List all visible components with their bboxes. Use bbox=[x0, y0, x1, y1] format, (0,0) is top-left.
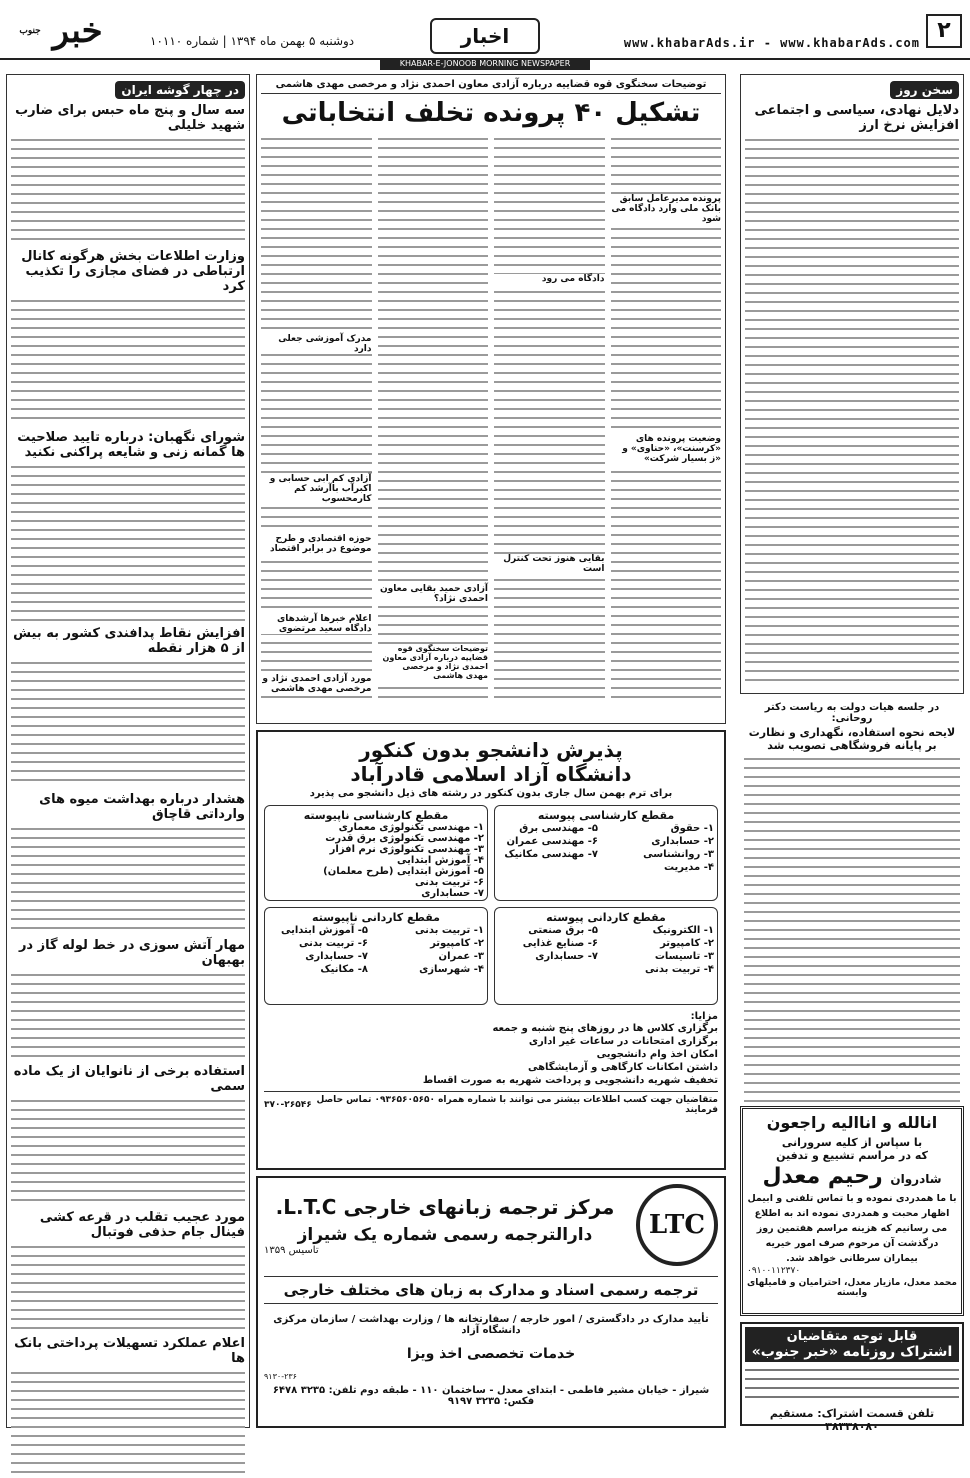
program-item: ۲- کامپیوتر bbox=[660, 938, 714, 949]
condolence-line1: با سپاس از کلیه سرورانی bbox=[781, 1136, 923, 1149]
program-item: ۱- حقوق bbox=[670, 823, 714, 834]
program-item: ۶- صنایع غذایی bbox=[522, 938, 598, 949]
right-column bbox=[740, 74, 964, 694]
subscription-body bbox=[745, 1365, 959, 1405]
section-title: اخبار bbox=[430, 18, 540, 54]
program-box-title: مقطع کارشناسی ناپیوسته bbox=[303, 809, 449, 822]
program-item: ۲- مهندسی تکنولوژی برق قدرت bbox=[325, 833, 484, 844]
program-box bbox=[264, 907, 488, 1005]
website-url[interactable]: www.khabarAds.ir - www.khabarAds.com bbox=[623, 36, 920, 50]
news-body bbox=[11, 970, 245, 1060]
logo-small-text: جنوب bbox=[19, 26, 41, 36]
program-item: ۳- عمران bbox=[438, 951, 484, 962]
feature-column-4 bbox=[261, 134, 372, 704]
condolence-title: انالله و انااليه راجعون bbox=[766, 1113, 938, 1132]
inline-headline: مورد آزادی احمدی نژاد و مرخصی مهدی هاشمی bbox=[262, 674, 372, 694]
column-header: سخن روز bbox=[890, 81, 959, 99]
feature-column-1 bbox=[611, 134, 722, 704]
program-box-title: مقطع کاردانی پیوسته bbox=[546, 911, 666, 924]
news-body bbox=[11, 1096, 245, 1206]
subscription-title-bar bbox=[745, 1327, 959, 1362]
subscription-ad bbox=[740, 1322, 964, 1433]
news-headline: شورای نگهبان: درباره تایید صلاحیت ها گمانه زنی و شایعه پراکنی نکنید bbox=[17, 430, 245, 460]
program-item: ۱- تربیت بدنی bbox=[414, 925, 484, 936]
ltc-subtitle: دارالترجمه رسمی شماره یک شیراز bbox=[297, 1224, 593, 1245]
program-item: ۶- مهندسی عمران bbox=[506, 836, 598, 847]
contact-phone[interactable]: ۳۷۰-۲۶۵۴۶ bbox=[264, 1100, 312, 1110]
program-item: ۲- کامپیوتر bbox=[430, 938, 484, 949]
ltc-title: مرکز ترجمه زبانهای خارجی L.T.C. bbox=[275, 1194, 615, 1219]
program-list bbox=[498, 822, 714, 874]
gov-article bbox=[740, 700, 964, 1100]
gov-article-body bbox=[744, 754, 960, 1106]
page-number: ۲ bbox=[926, 14, 962, 48]
feature-item: تخفیف شهریه دانشجویی و پرداخت شهریه به صورت اقساط bbox=[422, 1075, 718, 1086]
ltc-logo-text: LTC bbox=[648, 1210, 706, 1240]
inline-headline: پرونده مدیرعامل سابق بانک ملی وارد دادگاه می شود bbox=[611, 194, 721, 224]
ltc-ad bbox=[256, 1176, 726, 1428]
news-headline: سه سال و پنج ماه حبس برای ضارب شهید خلیلی bbox=[15, 103, 245, 133]
program-list bbox=[268, 822, 484, 899]
inline-headline: وضعیت پرونده های «کرسنت»، «حناوی» و «ز بسیار شرکت» bbox=[611, 434, 722, 464]
university-ad-institution: دانشگاه آزاد اسلامی قادرآباد bbox=[350, 762, 632, 786]
program-item: ۳- تاسیسات bbox=[654, 951, 714, 962]
university-ad-subtitle: برای ترم بهمن سال جاری بدون کنکور در رشته های ذیل دانشجو می پذیرد bbox=[309, 788, 673, 799]
news-headline: مهار آتش سوزی در خط لوله گاز در بهبهان bbox=[18, 938, 245, 968]
program-list bbox=[498, 924, 714, 976]
feature-column-3 bbox=[378, 134, 489, 704]
news-body bbox=[11, 296, 245, 426]
feature-article bbox=[256, 74, 726, 724]
condolence-body: با ما همدردی نموده و با تماس تلفنی و ابیمل اظهار محبت و همدردی نموده اند به اطلاع می رسانیم که هزینه مراسم هفتمین روز درگذشت آن مرحوم صرف امور خیریه بیماران سرطانی خواهد شد. bbox=[747, 1193, 957, 1264]
subscription-phone[interactable]: ۳۸۳۳۸۰۸۰ bbox=[825, 1420, 879, 1433]
news-headline: وزارت اطلاعات بخش هرگونه کانال ارتباطی در فضای مجازی را تکذیب کرد bbox=[21, 249, 245, 294]
ltc-endorsements: تأیید مدارک در دادگستری / امور خارجه / سفارتخانه ها / وزارت بهداشت / سازمان مرکزی دانشگاه آزاد bbox=[273, 1314, 709, 1336]
news-body bbox=[11, 658, 245, 788]
masthead bbox=[0, 0, 970, 60]
feature-column-2 bbox=[494, 134, 605, 704]
inline-headline: اعلام خبرها آرشدهای دادگاه سعید مرتضوی bbox=[261, 614, 372, 634]
news-headline: هشدار درباره بهداشت میوه های وارداتی قاچاق bbox=[39, 792, 245, 822]
inline-headline: بقایی هنوز تحت کنترل است bbox=[494, 554, 605, 574]
inline-headline: آزادی حمید بقایی معاون احمدی نژاد؟ bbox=[378, 584, 489, 604]
program-item: ۵- آموزش ابتدایی bbox=[280, 925, 368, 936]
gov-article-kicker: در جلسه هیات دولت به ریاست دکتر روحانی: bbox=[764, 702, 940, 724]
news-body bbox=[11, 824, 245, 934]
program-item: ۴- شهرسازی bbox=[419, 964, 484, 975]
university-ad-title: پذیرش دانشجو بدون کنکور bbox=[359, 738, 623, 762]
university-ad bbox=[256, 730, 726, 1170]
program-item: ۵- مهندسی برق bbox=[519, 823, 598, 834]
inline-headline: حوزه اقتصادی و طرح موضوع در برابر اقتصاد bbox=[261, 534, 372, 554]
program-item: ۴- مدیریت bbox=[663, 862, 714, 873]
ltc-header bbox=[264, 1184, 718, 1266]
condolence-name-value: رحیم معدل bbox=[762, 1164, 883, 1189]
program-item: ۵- آموزش ابتدایی (طرح معلمان) bbox=[323, 866, 484, 877]
news-headline: استفاده برخی از نانوایان از یک ماده سمی bbox=[13, 1064, 245, 1094]
program-box-title: مقطع کارشناسی پیوسته bbox=[537, 809, 675, 822]
gov-article-headline: لایحه نحوه استفاده، نگهداری و نظارت بر پایانه فروشگاهی تصویب شد bbox=[748, 726, 956, 752]
feature-item: امکان اخذ وام دانشجویی bbox=[596, 1049, 718, 1060]
subscription-phone-row bbox=[745, 1407, 959, 1433]
left-column bbox=[6, 74, 250, 1428]
article-body bbox=[745, 135, 959, 683]
ltc-visa: خدمات تخصصی اخذ ویزا bbox=[406, 1346, 576, 1362]
condolence-name-prefix: شادروان bbox=[890, 1172, 942, 1186]
news-body bbox=[11, 1242, 245, 1332]
program-item: ۸- مکانیک bbox=[320, 964, 368, 975]
date-line: دوشنبه ۵ بهمن ماه ۱۳۹۴ | شماره ۱۰۱۱۰ bbox=[150, 34, 355, 48]
feature-headline: تشکیل ۴۰ پرونده تخلف انتخاباتی bbox=[281, 98, 701, 128]
news-headline: مورد عجیب تقلب در قرعه کشی فینال جام حذفی فوتبال bbox=[39, 1210, 245, 1240]
program-item: ۶- تربیت بدنی bbox=[414, 877, 484, 888]
condolence-name bbox=[747, 1164, 957, 1189]
condolence-phone: ۰۹۱۰۰۱۱۲۳۷۰ bbox=[747, 1266, 801, 1276]
subscription-phone-label: تلفن قسمت اشتراک: مستقیم bbox=[769, 1407, 935, 1420]
program-item: ۷- حسابداری bbox=[421, 888, 484, 899]
program-item: ۶- تربیت بدنی bbox=[298, 938, 368, 949]
ltc-service: ترجمه رسمی اسناد و مدارک به زبان های مختلف خارجی bbox=[264, 1276, 718, 1304]
program-item: ۳- مهندسی تکنولوژی نرم افزار bbox=[329, 844, 484, 855]
features-list bbox=[264, 1022, 718, 1087]
program-item: ۷- حسابداری bbox=[305, 951, 368, 962]
program-item: ۱- مهندسی تکنولوژی معماری bbox=[338, 822, 484, 833]
news-body bbox=[11, 135, 245, 245]
subscription-title1: قابل توجه متقاضیان bbox=[786, 1329, 918, 1344]
program-item: ۷- مهندسی مکانیک bbox=[504, 849, 598, 860]
subscription-title2: اشتراک روزنامه «خبر جنوب» bbox=[751, 1344, 953, 1360]
news-body bbox=[11, 1368, 245, 1478]
article-title: دلایل نهادی، سیاسی و اجتماعی افزایش نرخ ارز bbox=[754, 103, 959, 133]
contact-row bbox=[264, 1091, 718, 1115]
program-box bbox=[494, 907, 718, 1005]
condolence-line2: که در مراسم تشییع و تدفین bbox=[776, 1149, 928, 1162]
news-body bbox=[11, 462, 245, 622]
ltc-fax-small: ۹۱۳۰-۲۳۶ bbox=[264, 1372, 297, 1381]
inline-headline: آزادی کم ابی حسابی و اکبرآب باآرشد کم کارمحسوب bbox=[261, 474, 372, 504]
logo-text: خبر bbox=[52, 11, 103, 51]
program-item: ۳- روانشناسی bbox=[643, 849, 714, 860]
program-box bbox=[264, 805, 488, 901]
program-box-title: مقطع کاردانی ناپیوسته bbox=[312, 911, 440, 924]
feature-item: برگزاری کلاس ها در روزهای پنج شنبه و جمعه bbox=[492, 1023, 718, 1034]
ltc-title-block bbox=[264, 1195, 626, 1256]
program-list bbox=[268, 924, 484, 976]
contact-text: متقاضیان جهت کسب اطلاعات بیشتر می توانند با شماره همراه ۰۹۳۶۵۶۰۵۶۵۰ تماس حاصل فرمایند bbox=[316, 1095, 718, 1115]
condolence-ad bbox=[740, 1106, 964, 1316]
program-item: ۲- حسابداری bbox=[651, 836, 714, 847]
program-grid bbox=[264, 805, 718, 1005]
newspaper-subtitle: KHABAR-E-JONOOB MORNING NEWSPAPER bbox=[380, 58, 590, 70]
ltc-established: تاسیس ۱۳۵۹ bbox=[264, 1244, 319, 1256]
news-headline: افزایش نقاط پدافندی کشور به بیش از ۵ هزار نقطه bbox=[13, 626, 245, 656]
program-item: ۴- آموزش ابتدایی bbox=[396, 855, 484, 866]
program-item: ۴- تربیت بدنی bbox=[644, 964, 714, 975]
column-header: در چهار گوشه ایران bbox=[115, 81, 245, 99]
ltc-address: شیراز - خیابان مشیر فاطمی - ابتدای معدل - ساختمان ۱۱۰ - طبقه دوم تلفن: ۳۲۳۵ ۶۴۷۸ فکس: ۳۲۳۵ ۹۱۹۷ bbox=[272, 1385, 710, 1407]
inline-headline: توضیحات سخنگوی قوه قضاییه درباره آزادی معاون احمدی نژاد و مرخصی مهدی هاشمی bbox=[378, 644, 489, 680]
newspaper-logo bbox=[6, 6, 116, 56]
feature-kicker: توضیحات سخنگوی قوه قضاییه درباره آزادی معاون احمدی نژاد و مرخصی مهدی هاشمی bbox=[261, 79, 721, 94]
ltc-logo bbox=[636, 1184, 718, 1266]
condolence-signature: محمد معدل، مازیار معدل، احترامیان و فامیلهای وابسته bbox=[747, 1278, 957, 1298]
feature-columns bbox=[261, 134, 721, 704]
news-headline: اعلام عملکرد تسهیلات پرداختی بانک ها bbox=[14, 1336, 245, 1366]
inline-headline: دادگاه می رود bbox=[494, 274, 605, 284]
program-item: ۱- الکترونیک bbox=[652, 925, 714, 936]
program-item: ۵- برق صنعتی bbox=[528, 925, 598, 936]
feature-item: داشتن امکانات کارگاهی و آزمایشگاهی bbox=[528, 1062, 718, 1073]
program-box bbox=[494, 805, 718, 901]
feature-item: برگزاری امتحانات در ساعات غیر اداری bbox=[528, 1036, 718, 1047]
program-item: ۷- حسابداری bbox=[535, 951, 598, 962]
inline-headline: مدرک آموزشی جعلی دارد bbox=[261, 334, 372, 354]
features-title: مزایا: bbox=[690, 1011, 718, 1022]
